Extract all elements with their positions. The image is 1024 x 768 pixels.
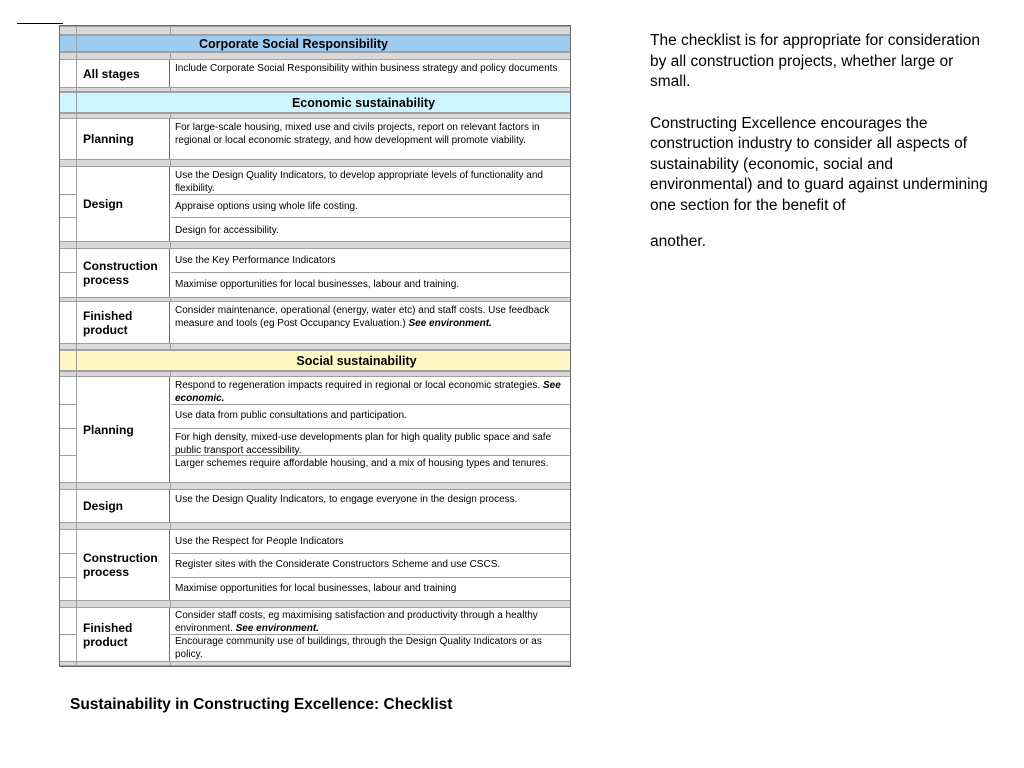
see-reference: See environment. [408, 318, 492, 329]
csr-band [60, 35, 570, 52]
economic-construction-section [60, 249, 570, 297]
table-gap-row [60, 52, 570, 60]
economic-heading: Economic sustainability [291, 95, 436, 110]
stage-label: Construction process [77, 530, 170, 600]
economic-design-section [60, 167, 570, 241]
table-gap-row [60, 159, 570, 167]
stage-label: Planning [77, 377, 170, 482]
stage-label: Planning [77, 119, 170, 159]
economic-band [60, 92, 570, 113]
table-gap-row [60, 343, 570, 350]
social-planning-section [60, 377, 570, 482]
checklist-item: Maximise opportunities for local businesses, labour and training [175, 583, 457, 594]
table-gap-row [60, 600, 570, 608]
checklist-item: For high density, mixed-use developments plan for high quality public space and safe public transport accessibility. [171, 429, 570, 456]
checklist-item: Consider maintenance, operational (energy, water etc) and staff costs. Use feedback measure and tools (eg Post Occupancy Evaluation.) See environment. [175, 305, 550, 329]
social-design-section [60, 490, 570, 522]
csr-heading: Corporate Social Responsibility [199, 36, 388, 51]
stage-label: Finished product [77, 608, 170, 661]
stage-label: Design [77, 167, 170, 241]
checklist-item: Include Corporate Social Responsibility within business strategy and policy documents [175, 63, 558, 74]
intro-paragraph: another. [650, 233, 707, 250]
checklist-item: Use the Design Quality Indicators, to engage everyone in the design process. [175, 494, 518, 505]
economic-planning-section [60, 119, 570, 159]
table-gap-row [60, 26, 570, 35]
checklist-item: Design for accessibility. [175, 225, 279, 236]
table-gap-row [60, 661, 570, 666]
csr-all-stages-section [60, 60, 570, 87]
see-reference: See environment. [235, 623, 319, 634]
intro-paragraph: The checklist is for appropriate for consideration by all construction projects, whether large or small. [650, 32, 980, 90]
checklist-item: Register sites with the Considerate Constructors Scheme and use CSCS. [171, 554, 570, 578]
stage-label: Construction process [77, 249, 170, 297]
top-rule [17, 23, 63, 24]
checklist-item: For large-scale housing, mixed use and civils projects, report on relevant factors in regional or local economic strategy, and how development will promote viability. [175, 122, 540, 146]
checklist-item: Larger schemes require affordable housing, and a mix of housing types and tenures. [175, 458, 549, 469]
checklist-item: Use data from public consultations and participation. [171, 405, 570, 429]
checklist-item: Appraise options using whole life costing. [171, 195, 570, 218]
checklist-item: Use the Key Performance Indicators [171, 249, 570, 273]
checklist-item: Use the Respect for People Indicators [171, 530, 570, 554]
social-heading: Social sustainability [296, 353, 417, 368]
stage-label: Design [77, 490, 170, 522]
table-gap-row [60, 482, 570, 490]
stage-label: All stages [77, 60, 170, 87]
social-band [60, 350, 570, 371]
social-construction-section [60, 530, 570, 600]
table-gap-row [60, 522, 570, 530]
checklist-item: Encourage community use of buildings, through the Design Quality Indicators or as policy. [175, 636, 542, 660]
page-title: Sustainability in Constructing Excellence: Checklist [70, 696, 453, 713]
checklist-table [59, 25, 571, 667]
social-finished-section [60, 608, 570, 661]
stage-label: Finished product [77, 302, 170, 343]
checklist-item: Respond to regeneration impacts required in regional or local economic strategies. See economic. [171, 377, 570, 405]
table-gap-row [60, 241, 570, 249]
checklist-item: Use the Design Quality Indicators, to develop appropriate levels of functionality and flexibility. [171, 167, 570, 195]
economic-finished-section [60, 302, 570, 343]
see-reference: See economic. [175, 380, 561, 404]
intro-paragraph: Constructing Excellence encourages the construction industry to consider all aspects of sustainability (economic, social and environmental) and to guard against undermining one section for the benefit of [650, 114, 988, 214]
checklist-item: Consider staff costs, eg maximising satisfaction and productivity through a healthy environment. See environment. [171, 608, 570, 635]
checklist-item: Maximise opportunities for local businesses, labour and training. [175, 279, 460, 290]
intro-text [650, 31, 990, 253]
